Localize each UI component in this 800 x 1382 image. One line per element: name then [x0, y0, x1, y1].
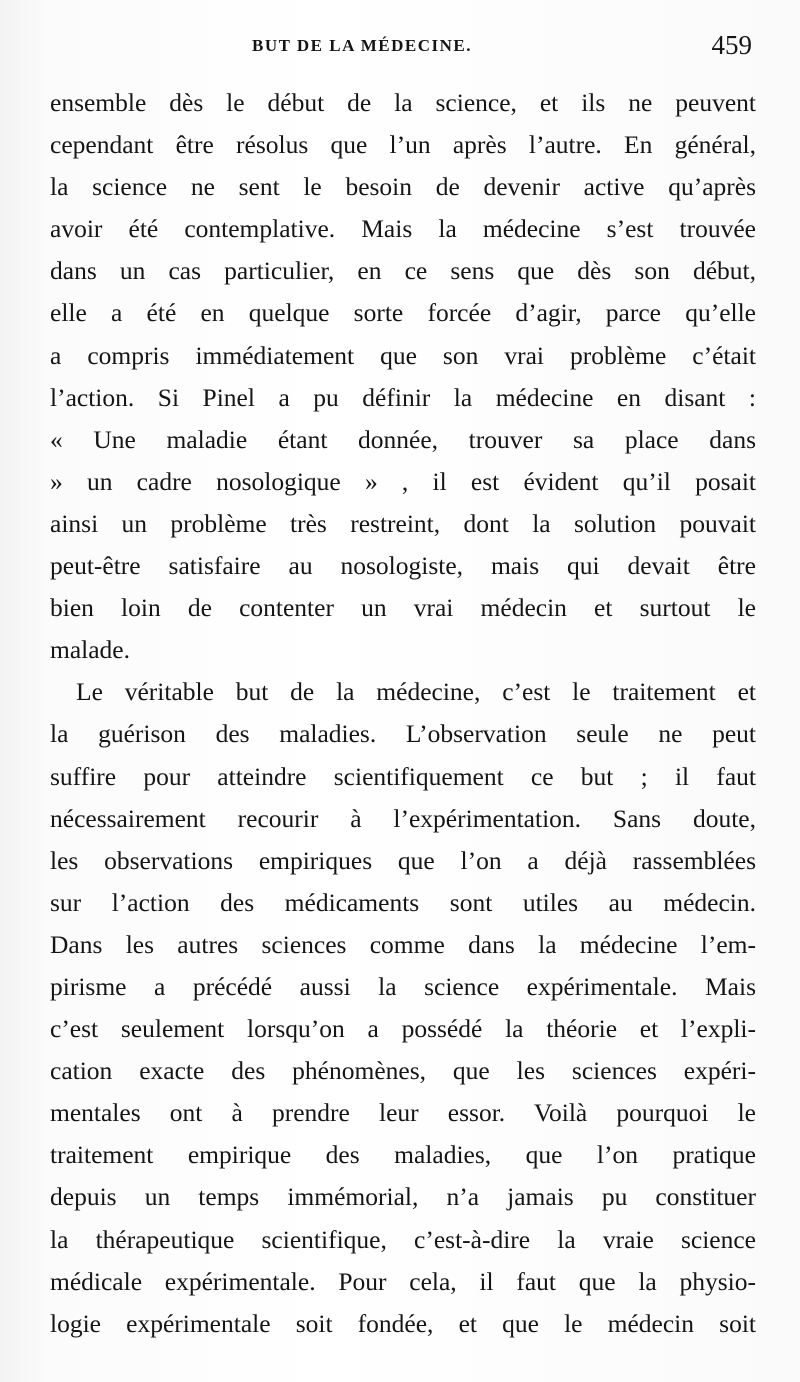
text-line: sur l’action des médicaments sont utiles au médecin. — [50, 887, 756, 917]
text-line: ainsi un problème très restreint, dont la solution pouvait — [50, 508, 756, 538]
text-line: Dans les autres sciences comme dans la médecine l’em- — [50, 929, 756, 959]
body-text — [50, 82, 756, 1345]
text-line: la guérison des maladies. L’observation seule ne peut — [50, 719, 756, 749]
running-title: BUT DE LA MÉDECINE. — [252, 36, 472, 55]
text-line: suffire pour atteindre scientifiquement ce but ; il faut — [50, 761, 756, 791]
text-line: depuis un temps immémorial, n’a jamais pu constituer — [50, 1182, 756, 1212]
text-line: cependant être résolus que l’un après l’autre. En général, — [50, 130, 756, 160]
text-line: la thérapeutique scientifique, c’est-à-dire la vraie science — [50, 1224, 756, 1254]
text-line: ensemble dès le début de la science, et ils ne peuvent — [50, 88, 756, 117]
text-line: peut-être satisfaire au nosologiste, mais qui devait être — [50, 551, 756, 581]
text-line: les observations empiriques que l’on a déjà rassemblées — [50, 845, 756, 875]
text-line: nécessairement recourir à l’expérimentation. Sans doute, — [50, 803, 756, 833]
text-line: avoir été contemplative. Mais la médecine s’est trouvée — [50, 214, 756, 244]
text-line: a compris immédiatement que son vrai problème c’était — [50, 340, 756, 370]
page-number: 459 — [711, 30, 752, 60]
text-line: médicale expérimentale. Pour cela, il faut que la physio- — [50, 1266, 756, 1296]
text-line: mentales ont à prendre leur essor. Voilà pourquoi le — [50, 1098, 756, 1128]
running-head — [0, 28, 800, 68]
text-line: dans un cas particulier, en ce sens que dès son début, — [50, 256, 756, 286]
text-line: » un cadre nosologique » , il est évident qu’il posait — [50, 466, 756, 496]
text-line: pirisme a précédé aussi la science expérimentale. Mais — [50, 971, 756, 1001]
text-line: traitement empirique des maladies, que l’on pratique — [50, 1140, 756, 1170]
text-line: c’est seulement lorsqu’on a possédé la théorie et l’expli- — [50, 1014, 756, 1044]
text-line: bien loin de contenter un vrai médecin et surtout le — [50, 593, 756, 623]
text-line: logie expérimentale soit fondée, et que le médecin soit — [50, 1308, 756, 1338]
text-line: cation exacte des phénomènes, que les sciences expéri- — [50, 1056, 756, 1086]
text-line: elle a été en quelque sorte forcée d’agir, parce qu’elle — [50, 298, 756, 328]
text-line: « Une maladie étant donnée, trouver sa place dans — [50, 424, 756, 454]
text-line-indented: Le véritable but de la médecine, c’est le traitement et — [76, 677, 756, 707]
text-line: la science ne sent le besoin de devenir active qu’après — [50, 172, 756, 202]
text-line: l’action. Si Pinel a pu définir la médecine en disant : — [50, 382, 756, 412]
text-line: malade. — [50, 635, 130, 665]
